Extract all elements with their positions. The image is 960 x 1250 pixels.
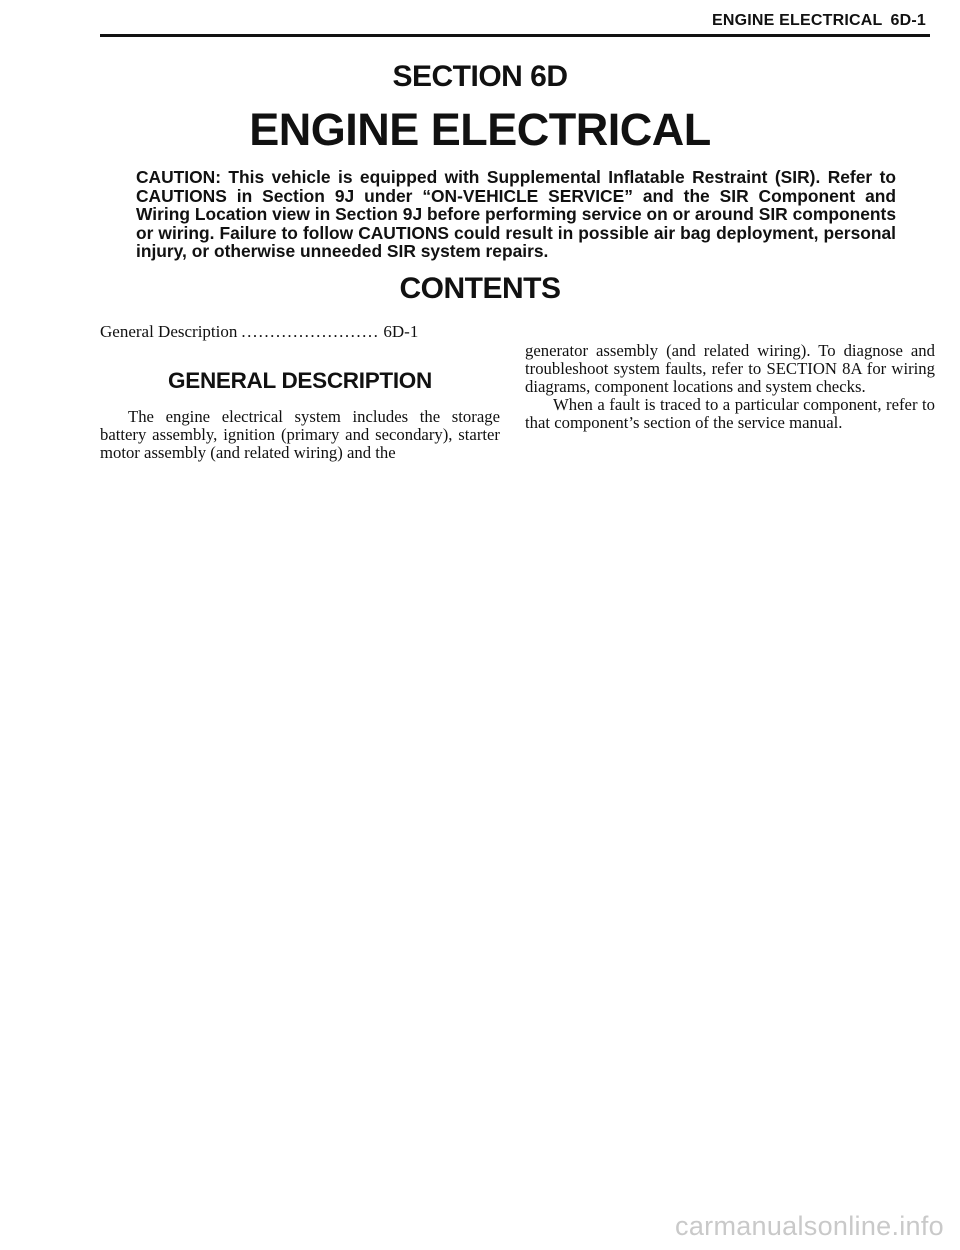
running-header: [712, 12, 926, 30]
general-description-paragraph-1: The engine electrical system includes the storage battery assembly, ignition (primary and secondary), starter motor assembly (and related wiring) and the: [100, 407, 500, 462]
left-column: [100, 368, 500, 462]
contents-heading: CONTENTS: [399, 272, 561, 305]
caution-notice: CAUTION: This vehicle is equipped with Supplemental Inflatable Restraint (SIR). Refer to CAUTIONS in Section 9J under “ON-VEHICLE SERVICE” and the SIR Component and Wiring Location view in Section 9J before performing service on or around SIR components or wiring. Failure to follow CAUTIONS could result in possible air bag deployment, personal injury, or otherwise unneeded SIR system repairs.: [136, 167, 896, 261]
header-rule: [100, 34, 930, 37]
header-page-number: 6D-1: [890, 12, 926, 29]
running-title: ENGINE ELECTRICAL: [711, 12, 883, 29]
toc-entry-label: General Description: [100, 322, 238, 341]
watermark: carmanualsonline.info: [675, 1211, 944, 1241]
right-column: [525, 342, 935, 432]
toc-entry-page: 6D-1: [383, 322, 419, 341]
section-number: SECTION 6D: [392, 60, 568, 93]
general-description-paragraph-2: When a fault is traced to a particular component, refer to that component’s section of the service manual.: [525, 395, 935, 432]
general-description-heading: GENERAL DESCRIPTION: [168, 368, 432, 393]
toc-leader-dots: ........................: [241, 322, 380, 341]
general-description-paragraph-1-continued: generator assembly (and related wiring). To diagnose and troubleshoot system faults, refer to SECTION 8A for wiring diagrams, component locations and system checks.: [525, 341, 935, 396]
section-title: ENGINE ELECTRICAL: [249, 104, 711, 155]
toc-entry-general-description[interactable]: [100, 322, 500, 342]
